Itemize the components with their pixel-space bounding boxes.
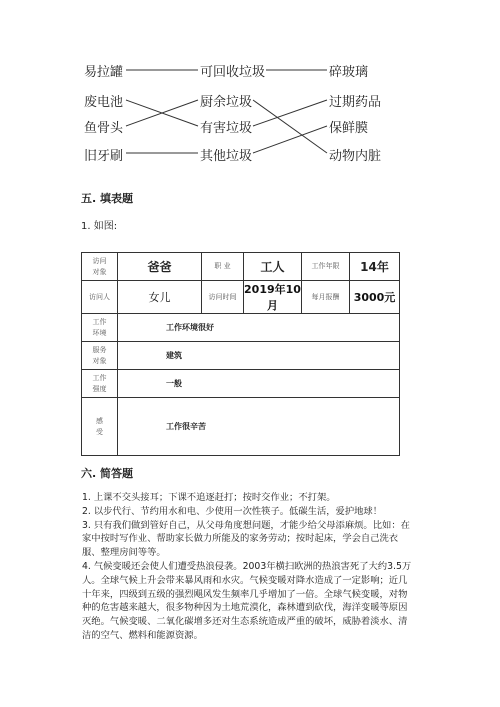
label-visitor: 访问人 [82,281,118,314]
section-6-title: 六. 简答题 [81,467,134,480]
value-occupation: 工人 [244,253,302,281]
answer-3: 3. 只有我们做到管好自己，从父母角度想问题，才能少给父母添麻烦。比如：在家中按时写作业、帮助家长做力所能及的家务劳动；按时起床，学会自己洗衣服、整理房间等等。 [82,519,410,559]
table-row [82,281,400,314]
value-work-years: 14年 [350,253,400,281]
label-work-environment: 工作 环境 [82,314,118,342]
section-5-prompt: 1. 如图: [81,221,118,232]
left-item-4: 旧牙刷 [84,149,124,164]
value-monthly-pay: 3000元 [350,281,400,314]
value-visit-time: 2019年10月 [244,281,302,314]
match-line-7 [253,100,327,126]
right-item-1: 碎玻璃 [329,65,369,80]
label-monthly-pay: 每月报酬 [302,281,350,314]
table-row [82,342,400,370]
label-work-years: 工作年限 [302,253,350,281]
answer-4: 4. 气候变暖还会使人们遭受热浪侵袭。2003年横扫欧洲的热浪害死了大约3.5万人。全球气候上升会带来暴风雨和水灾。气候变暖对降水造成了一定影响；近几十年来，四级到五级的强烈飓风发生频率几乎增加了一倍。全球气候变暖，对物种的危害越来越大，很多物种因为土地荒漠化，森林遭到砍伐，海洋变暖等原因灭绝。气候变暖、二氧化碳增多还对生态系统造成严重的破坏，威胁着淡水、清洁的空气、燃料和能源资源。 [82,560,412,641]
right-item-3: 保鲜膜 [329,121,369,136]
survey-table [81,252,400,456]
label-occupation: 职 业 [202,253,244,281]
label-work-intensity: 工作 强度 [82,370,118,398]
label-visit-time: 访问时间 [202,281,244,314]
left-item-1: 易拉罐 [84,65,124,80]
value-visitor: 女儿 [118,281,202,314]
middle-item-1: 可回收垃圾 [200,65,266,80]
left-item-2: 废电池 [84,95,124,110]
answers-list [82,491,412,643]
right-item-2: 过期药品 [329,95,382,110]
label-service-target: 服务 对象 [82,342,118,370]
middle-item-3: 有害垃圾 [200,121,253,136]
match-line-8 [253,126,327,153]
table-row [82,398,400,456]
match-line-6 [253,100,327,153]
table-row [82,314,400,342]
label-feelings: 感 受 [82,398,118,456]
left-item-3: 鱼骨头 [84,121,124,136]
middle-item-4: 其他垃圾 [200,149,253,164]
value-work-environment: 工作环境很好 [118,314,400,342]
right-item-4: 动物内脏 [329,149,382,164]
value-feelings: 工作很辛苦 [118,398,400,456]
matching-lines [0,0,500,180]
value-visit-target: 爸爸 [118,253,202,281]
table-row [82,370,400,398]
answer-2: 2. 以步代行、节约用水和电、少使用一次性筷子。低碳生活，爱护地球！ [82,505,383,517]
value-work-intensity: 一般 [118,370,400,398]
table-row [82,253,400,281]
section-5-title: 五. 填表题 [81,192,134,205]
answer-1: 1. 上课不交头接耳；下课不追逐赶打；按时交作业；不打架。 [82,492,336,503]
value-service-target: 建筑 [118,342,400,370]
label-visit-target: 访问 对象 [82,253,118,281]
middle-item-2: 厨余垃圾 [200,95,253,110]
